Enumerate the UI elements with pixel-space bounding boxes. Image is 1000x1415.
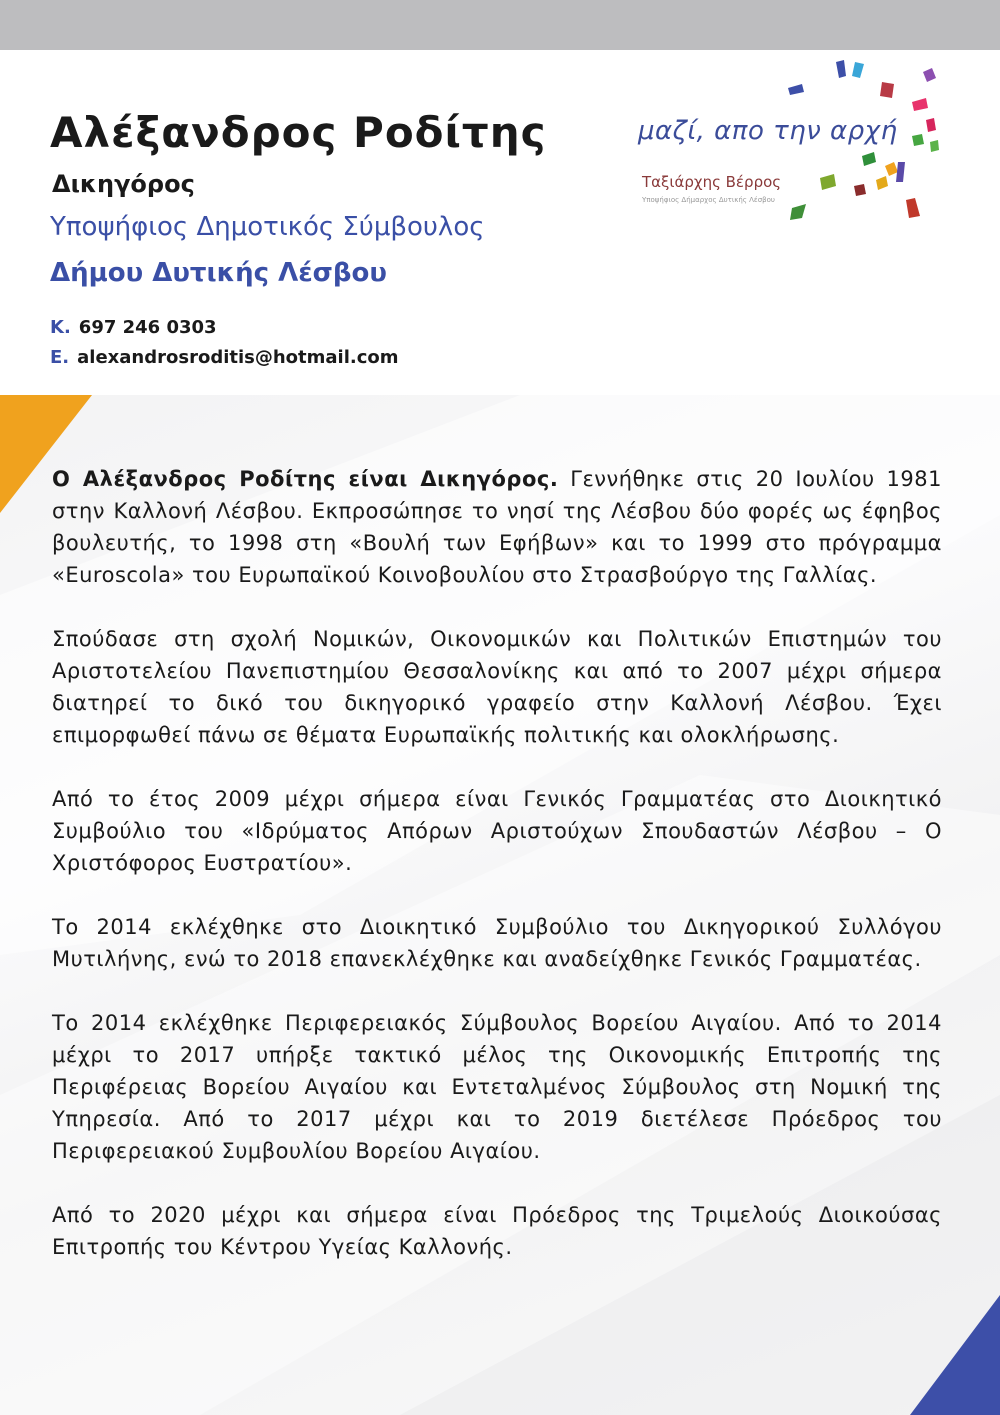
logo-subtitle: Υποψήφιος Δήμαρχος Δυτικής Λέσβου (642, 196, 775, 204)
logo-slogan: μαζί, απο την αρχή (638, 116, 898, 146)
bio-paragraph-2: Σπούδασε στη σχολή Νομικών, Οικονομικών και Πολιτικών Επιστημών του Αριστοτελείου Πανεπιστημίου Θεσσαλονίκης και από το 2007 μέχρι σήμερα διατηρεί το δικό του δικηγορικό γραφείο στην Καλλονή Λέσβου. Έχει επιμορφωθεί πάνω σε θέματα Ευρωπαϊκής πολιτικής και ολοκλήρωσης. (52, 627, 942, 747)
email-address[interactable]: alexandrosroditis@hotmail.com (77, 347, 399, 368)
municipality: Δήμου Δυτικής Λέσβου (50, 258, 387, 288)
email-prefix: E. (50, 347, 70, 368)
bio-paragraph-5: Το 2014 εκλέχθηκε Περιφερειακός Σύμβουλος Βορείου Αιγαίου. Από το 2014 μέχρι το 2017 υπήρξε τακτικό μέλος της Οικονομικής Επιτροπής της Περιφέρειας Βορείου Αιγαίου και Εντεταλμένος Σύμβουλος στη Νομική της Υπηρεσία. Από το 2017 μέχρι και το 2019 διετέλεσε Πρόεδρος του Περιφερειακού Συμβουλίου Βορείου Αιγαίου. (52, 1011, 942, 1163)
phone-number: 697 246 0303 (78, 317, 217, 338)
email-row (50, 347, 399, 368)
bio-paragraph-6: Από το 2020 μέχρι και σήμερα είναι Πρόεδρος της Τριμελούς Διοικούσας Επιτροπής του Κέντρου Υγείας Καλλονής. (52, 1203, 942, 1259)
phone-row (50, 317, 217, 338)
bio-paragraph-1 (52, 463, 942, 591)
candidacy-title: Υποψήφιος Δημοτικός Σύμβουλος (50, 212, 485, 242)
phone-prefix: K. (50, 317, 71, 338)
profession: Δικηγόρος (52, 170, 195, 198)
bio-paragraph-3: Από το έτος 2009 μέχρι σήμερα είναι Γενικός Γραμματέας στο Διοικητικό Συμβούλιο του «Ιδρύματος Απόρων Αριστούχων Σπουδαστών Λέσβου – Ο Χριστόφορος Ευστρατίου». (52, 787, 942, 875)
top-bar (0, 0, 1000, 50)
bio-paragraph-1-text: Γεννήθηκε στις 20 Ιουλίου 1981 στην Καλλονή Λέσβου. Εκπροσώπησε το νησί της Λέσβου δύο φορές ως έφηβος βουλευτής, το 1998 στη «Βουλή των Εφήβων» και το 1999 στο πρόγραμμα «Euroscola» του Ευρωπαϊκού Κοινοβουλίου στο Στρασβούργο της Γαλλίας. (52, 467, 942, 587)
logo-candidate-name: Ταξιάρχης Βέρρος (642, 173, 782, 191)
bio-paragraph-4: Το 2014 εκλέχθηκε στο Διοικητικό Συμβούλιο του Δικηγορικού Συλλόγου Μυτιλήνης, ενώ το 2018 επανεκλέχθηκε και αναδείχθηκε Γενικός Γραμματέας. (52, 915, 942, 971)
biography (52, 463, 942, 1295)
bio-lead: Ο Αλέξανδρος Ροδίτης είναι Δικηγόρος. (52, 467, 559, 491)
blue-corner-triangle (910, 1295, 1000, 1415)
candidate-name: Αλέξανδρος Ροδίτης (50, 108, 547, 157)
